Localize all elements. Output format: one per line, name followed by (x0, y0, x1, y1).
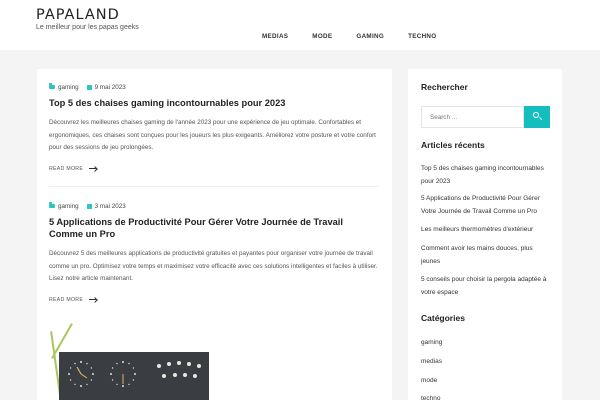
category-link-gaming[interactable]: gaming (421, 339, 443, 346)
post-title[interactable]: 5 Applications de Productivité Pour Gérer Votre Journée de Travail Comme un Pro (49, 217, 343, 239)
search-widget-title: Rechercher (421, 82, 468, 92)
read-more-link[interactable] (49, 166, 379, 172)
categories-title: Catégories (421, 313, 465, 323)
recent-post-link[interactable]: Comment avoir les mains douces, plus jeunes (421, 245, 533, 265)
post-excerpt: Découvrez 5 des meilleures applications de productivité gratuites et payantes pour organiser votre journée de travail comme un pro. Optimisez votre temps et maximisez votre efficacité avec ces solutions intelligentes et faciles à utiliser. Lisez notre article maintenant. (49, 250, 378, 283)
nav-item-medias[interactable]: MEDIAS (262, 33, 289, 40)
post-title[interactable]: Top 5 des chaises gaming incontournables pour 2023 (49, 98, 286, 108)
folder-icon (49, 85, 55, 90)
search-icon (533, 112, 539, 118)
thermometer-face-icon (109, 360, 137, 388)
post-featured-image[interactable] (49, 319, 209, 400)
nav-item-mode[interactable]: MODE (312, 33, 333, 40)
calendar-icon (87, 85, 92, 90)
recent-post-link[interactable]: Top 5 des chaises gaming incontournables pour 2023 (421, 165, 544, 185)
category-link-techno[interactable]: techno (421, 395, 441, 400)
nav-item-gaming[interactable]: GAMING (356, 33, 385, 40)
post-card (49, 83, 379, 172)
recent-post-link[interactable]: Les meilleurs thermomètres d'extérieur (421, 226, 534, 233)
post-excerpt: Découvrez les meilleures chaises gaming de l'année 2023 pour une expérience de jeu optimale. Confortables et ergonomiques, ces chaises sont conçues pour les joueurs les plus exigeants. Améliorez votre posture et votre confort pour des sessions de jeu prolongées. (49, 119, 376, 152)
clock-face-icon (67, 360, 95, 388)
read-more-label: READ MORE (49, 165, 84, 172)
folder-icon (49, 204, 55, 209)
main-nav (262, 33, 460, 40)
post-category-link[interactable]: gaming (58, 202, 79, 210)
site-header (0, 0, 600, 50)
site-tagline: Le meilleur pour les papas geeks (36, 24, 139, 31)
wall-clock-panel (59, 352, 209, 400)
post-category-link[interactable]: gaming (58, 83, 79, 91)
category-link-mode[interactable]: mode (421, 377, 438, 384)
recent-post-link[interactable]: 5 conseils pour choisir la pergola adaptée à votre espace (421, 276, 547, 296)
post-card (49, 202, 379, 303)
moon-phase-display (155, 360, 205, 390)
category-link-medias[interactable]: medias (421, 358, 442, 365)
read-more-link[interactable] (49, 297, 379, 303)
read-more-label: READ MORE (49, 296, 84, 303)
recent-post-link[interactable]: 5 Applications de Productivité Pour Gérer Votre Journée de Travail Comme un Pro (421, 195, 540, 215)
sidebar (408, 69, 562, 400)
calendar-icon (87, 204, 92, 209)
posts-list (37, 69, 392, 400)
site-title[interactable]: PAPALAND (36, 7, 120, 23)
post-divider (49, 186, 379, 187)
post-meta (49, 83, 379, 91)
search-input[interactable] (421, 106, 524, 128)
recent-posts-title: Articles récents (421, 140, 485, 150)
post-date[interactable]: 3 mai 2023 (94, 202, 126, 210)
search-button[interactable] (524, 106, 550, 128)
arrow-right-icon (89, 299, 96, 300)
nav-item-techno[interactable]: TECHNO (408, 33, 437, 40)
post-date[interactable]: 9 mai 2023 (94, 83, 126, 91)
arrow-right-icon (89, 168, 96, 169)
post-meta (49, 202, 379, 210)
